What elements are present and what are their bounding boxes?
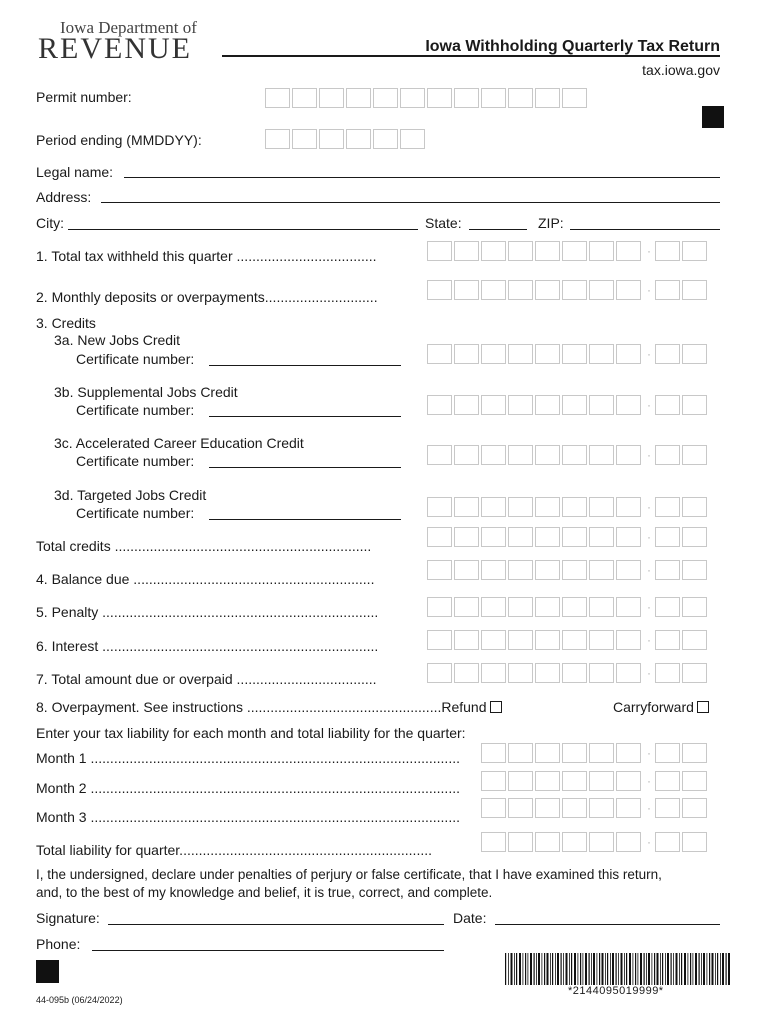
line-8-text: 8. Overpayment. See instructions ..................................................Refund <box>36 699 487 715</box>
line-1-amount[interactable]: · <box>427 241 709 261</box>
line-3a-label: 3a. New Jobs Credit <box>54 332 181 348</box>
logo-main-text: REVENUE <box>38 32 192 65</box>
line-3a-cert-label: Certificate number: <box>76 351 195 367</box>
phone-field[interactable] <box>92 950 444 951</box>
line-6-label: 6. Interest ....................................................................... <box>36 638 379 654</box>
city-label: City: <box>36 215 64 231</box>
line-3-label: 3. Credits <box>36 315 96 331</box>
website: tax.iowa.gov <box>642 62 720 78</box>
line-3c-cert-field[interactable] <box>209 467 401 468</box>
total-credits-label: Total credits .................................................................. <box>36 538 372 554</box>
form-title: Iowa Withholding Quarterly Tax Return <box>425 38 720 55</box>
permit-label: Permit number: <box>36 89 132 105</box>
line-3c-amount[interactable]: · <box>427 445 709 465</box>
carryforward-label: Carryforward <box>613 699 694 715</box>
month-1-amount[interactable]: · <box>481 743 709 763</box>
period-ending-input[interactable] <box>265 129 427 149</box>
registration-mark <box>702 106 724 128</box>
month-1-label: Month 1 ............................................................................................... <box>36 750 460 766</box>
logo-top-text: Iowa Department of <box>60 18 197 37</box>
line-7-amount[interactable]: · <box>427 663 709 683</box>
line-3a-amount[interactable]: · <box>427 344 709 364</box>
line-4-amount[interactable]: · <box>427 560 709 580</box>
signature-label: Signature: <box>36 910 100 926</box>
line-6-amount[interactable]: · <box>427 630 709 650</box>
line-3d-amount[interactable]: · <box>427 497 709 517</box>
month-2-label: Month 2 ............................................................................................... <box>36 780 460 796</box>
address-field[interactable] <box>101 202 720 203</box>
line-2-amount[interactable]: · <box>427 280 709 300</box>
address-label: Address: <box>36 189 92 205</box>
line-5-amount[interactable]: · <box>427 597 709 617</box>
state-label: State: <box>425 215 462 231</box>
total-liability-amount[interactable]: · <box>481 832 709 852</box>
line-7-label: 7. Total amount due or overpaid .................................... <box>36 671 377 687</box>
month-2-amount[interactable]: · <box>481 771 709 791</box>
line-5-label: 5. Penalty ....................................................................... <box>36 604 379 620</box>
total-credits-amount[interactable]: · <box>427 527 709 547</box>
permit-number-input[interactable] <box>265 88 589 108</box>
barcode-text: *2144095019999* <box>568 985 664 997</box>
line-3d-cert-label: Certificate number: <box>76 505 195 521</box>
line-3b-amount[interactable]: · <box>427 395 709 415</box>
city-field[interactable] <box>68 229 418 230</box>
state-field[interactable] <box>469 229 527 230</box>
phone-label: Phone: <box>36 936 81 952</box>
line-1-label: 1. Total tax withheld this quarter .................................... <box>36 248 377 264</box>
date-field[interactable] <box>495 924 720 925</box>
line-3b-cert-field[interactable] <box>209 416 401 417</box>
line-3d-cert-field[interactable] <box>209 519 401 520</box>
line-3b-cert-label: Certificate number: <box>76 402 195 418</box>
carryforward-option <box>613 699 709 715</box>
total-liability-label: Total liability for quarter................................................................. <box>36 842 433 858</box>
line-4-label: 4. Balance due .............................................................. <box>36 571 375 587</box>
zip-field[interactable] <box>570 229 720 230</box>
declaration-line-1: I, the undersigned, declare under penalties of perjury or false certificate, that I have examined this return, <box>36 867 662 882</box>
zip-label: ZIP: <box>538 215 564 231</box>
line-3a-cert-field[interactable] <box>209 365 401 366</box>
legal-name-label: Legal name: <box>36 164 114 180</box>
line-3c-cert-label: Certificate number: <box>76 453 195 469</box>
liability-intro: Enter your tax liability for each month and total liability for the quarter: <box>36 725 466 741</box>
line-3d-label: 3d. Targeted Jobs Credit <box>54 487 207 503</box>
legal-name-field[interactable] <box>124 177 720 178</box>
date-label: Date: <box>453 910 487 926</box>
period-label: Period ending (MMDDYY): <box>36 132 202 148</box>
signature-field[interactable] <box>108 924 444 925</box>
line-3b-label: 3b. Supplemental Jobs Credit <box>54 384 238 400</box>
carryforward-checkbox[interactable] <box>697 701 709 713</box>
month-3-label: Month 3 ............................................................................................... <box>36 809 460 825</box>
month-3-amount[interactable]: · <box>481 798 709 818</box>
line-3c-label: 3c. Accelerated Career Education Credit <box>54 435 304 451</box>
line-8-label <box>36 699 502 715</box>
barcode <box>505 953 730 985</box>
refund-checkbox[interactable] <box>490 701 502 713</box>
form-id: 44-095b (06/24/2022) <box>36 995 123 1005</box>
line-2-label: 2. Monthly deposits or overpayments............................. <box>36 289 378 305</box>
footer-registration-mark <box>36 960 59 983</box>
declaration-line-2: and, to the best of my knowledge and belief, it is true, correct, and complete. <box>36 885 493 900</box>
